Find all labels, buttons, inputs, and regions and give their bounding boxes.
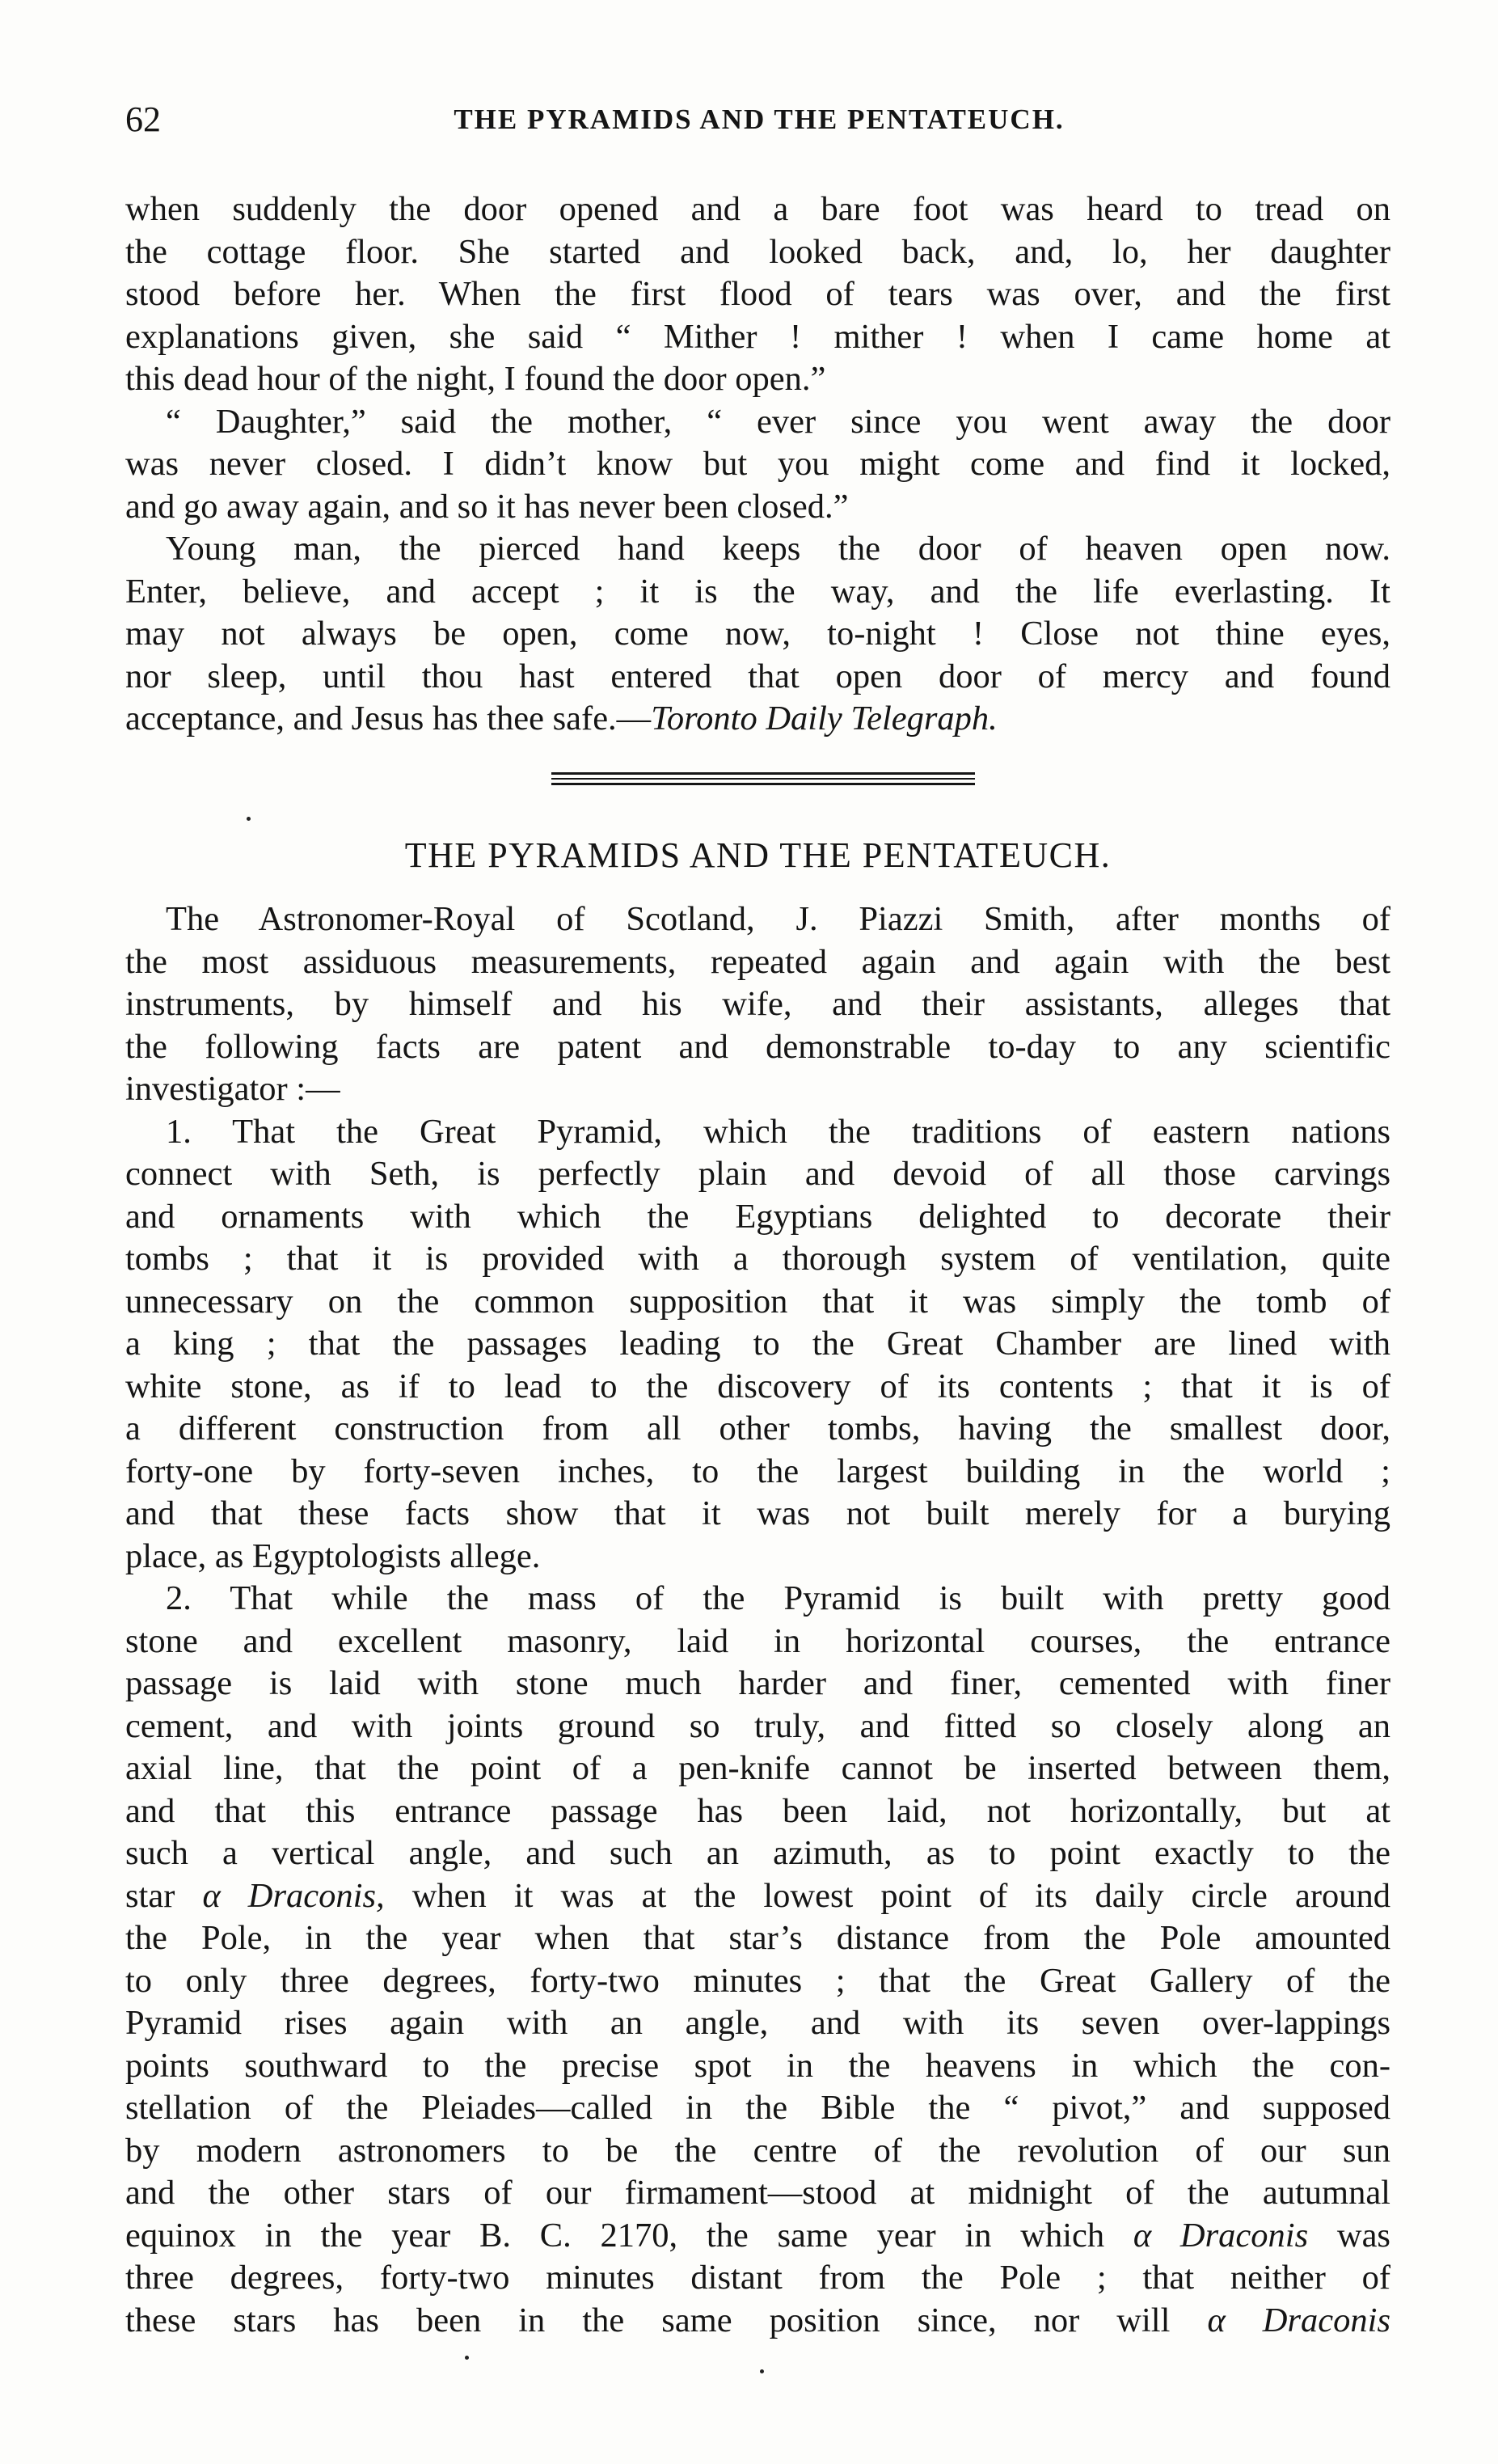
running-title: THE PYRAMIDS AND THE PENTATEUCH.: [454, 104, 1065, 135]
text-line: Enter, believe, and accept ; it is the way, and the life everlasting. It: [125, 572, 1390, 611]
star-name: α Draconis: [1207, 2301, 1390, 2339]
text-line: unnecessary on the common supposition that it was simply the tomb of: [125, 1282, 1390, 1321]
star-name: α Draconis: [1133, 2216, 1309, 2255]
text-line: stellation of the Pleiades—called in the Bible the “ pivot,” and supposed: [125, 2089, 1390, 2127]
text-line: The Astronomer-Royal of Scotland, J. Piazzi Smith, after months of: [166, 900, 1390, 938]
divider-rule: [551, 772, 975, 775]
text-line: stood before her. When the first flood of tears was over, and the first: [125, 275, 1390, 313]
ink-speck: [465, 2356, 469, 2360]
text-line: forty-one by forty-seven inches, to the largest building in the world ;: [125, 1452, 1390, 1490]
ink-speck: [247, 817, 251, 821]
text-line: [125, 2300, 1390, 2343]
text-line: and ornaments with which the Egyptians delighted to decorate their: [125, 1197, 1390, 1236]
text-line: such a vertical angle, and such an azimuth, as to point exactly to the: [125, 1834, 1390, 1872]
text-line: the following facts are patent and demonstrable to-day to any scientific: [125, 1027, 1390, 1066]
text-line: tombs ; that it is provided with a thorough system of ventilation, quite: [125, 1240, 1390, 1278]
section-divider: [551, 772, 975, 785]
text-line: a king ; that the passages leading to the Great Chamber are lined with: [125, 1325, 1390, 1363]
text-line: Young man, the pierced hand keeps the door of heaven open now.: [166, 530, 1390, 568]
text-line: [125, 1875, 1390, 1918]
text-line: 2. That while the mass of the Pyramid is built with pretty good: [166, 1579, 1390, 1617]
text-line: “ Daughter,” said the mother, “ ever since you went away the door: [166, 402, 1390, 441]
text-line: passage is laid with stone much harder and finer, cemented with finer: [125, 1664, 1390, 1702]
text-segment: star: [125, 1876, 203, 1915]
running-head: [125, 95, 1393, 144]
text-line: when suddenly the door opened and a bare foot was heard to tread on: [125, 190, 1390, 228]
text-line: this dead hour of the night, I found the door open.”: [125, 360, 826, 398]
text-line: [125, 2215, 1390, 2258]
text-line: by modern astronomers to be the centre of the revolution of our sun: [125, 2131, 1390, 2170]
text-line: place, as Egyptologists allege.: [125, 1536, 541, 1575]
text-line: nor sleep, until thou hast entered that open door of mercy and found: [125, 657, 1390, 695]
ink-speck: [760, 2369, 764, 2373]
star-name: α Draconis,: [202, 1876, 385, 1915]
text-segment: these stars has been in the same position since, nor will: [125, 2301, 1208, 2339]
text-line: three degrees, forty-two minutes distant from the Pole ; that neither of: [125, 2259, 1390, 2297]
text-line: a different construction from all other tombs, having the smallest door,: [125, 1410, 1390, 1448]
text-line: and the other stars of our firmament—stood at midnight of the autumnal: [125, 2174, 1390, 2212]
text-line: instruments, by himself and his wife, and their assistants, alleges that: [125, 985, 1390, 1023]
text-line: and that this entrance passage has been laid, not horizontally, but at: [125, 1791, 1390, 1830]
text-line: to only three degrees, forty-two minutes ; that the Great Gallery of the: [125, 1961, 1390, 2000]
text-line: explanations given, she said “ Mither ! mither ! when I came home at: [125, 317, 1390, 356]
text-line: points southward to the precise spot in the heavens in which the con-: [125, 2046, 1390, 2085]
text-line: stone and excellent masonry, laid in horizontal courses, the entrance: [125, 1621, 1390, 1660]
page-number: 62: [125, 99, 161, 139]
text-line: Pyramid rises again with an angle, and with its seven over-lappings: [125, 2004, 1390, 2042]
text-line: the cottage floor. She started and looked back, and, lo, her daughter: [125, 232, 1390, 271]
text-line: and go away again, and so it has never been closed.”: [125, 487, 849, 526]
article-body: [125, 898, 1390, 2342]
article-heading: THE PYRAMIDS AND THE PENTATEUCH.: [404, 835, 1112, 875]
source-citation: Toronto Daily Telegraph.: [651, 699, 998, 738]
text-segment: equinox in the year B. C. 2170, the same year in which: [125, 2216, 1133, 2255]
text-segment: was: [1308, 2216, 1390, 2255]
text-line: may not always be open, come now, to-night ! Close not thine eyes,: [125, 615, 1390, 653]
text-segment: when it was at the lowest point of its daily circle around: [384, 1876, 1390, 1915]
text-line: and that these facts show that it was not built merely for a burying: [125, 1494, 1390, 1532]
text-line: white stone, as if to lead to the discovery of its contents ; that it is of: [125, 1367, 1390, 1405]
text-line: was never closed. I didn’t know but you might come and find it locked,: [125, 445, 1390, 483]
text-line: the Pole, in the year when that star’s distance from the Pole amounted: [125, 1919, 1390, 1957]
text-line: axial line, that the point of a pen-knife cannot be inserted between them,: [125, 1749, 1390, 1787]
text-line: cement, and with joints ground so truly, and fitted so closely along an: [125, 1706, 1390, 1745]
divider-rule: [551, 783, 975, 785]
text-line: investigator :—: [125, 1070, 340, 1108]
story-ending: [125, 188, 1390, 741]
closing-text: acceptance, and Jesus has thee safe.—: [125, 699, 652, 738]
text-line: 1. That the Great Pyramid, which the traditions of eastern nations: [166, 1112, 1390, 1151]
text-line: the most assiduous measurements, repeated again and again with the best: [125, 942, 1390, 981]
text-line: connect with Seth, is perfectly plain and devoid of all those carvings: [125, 1155, 1390, 1193]
divider-rule: [551, 778, 975, 780]
text-line: [125, 698, 1390, 741]
